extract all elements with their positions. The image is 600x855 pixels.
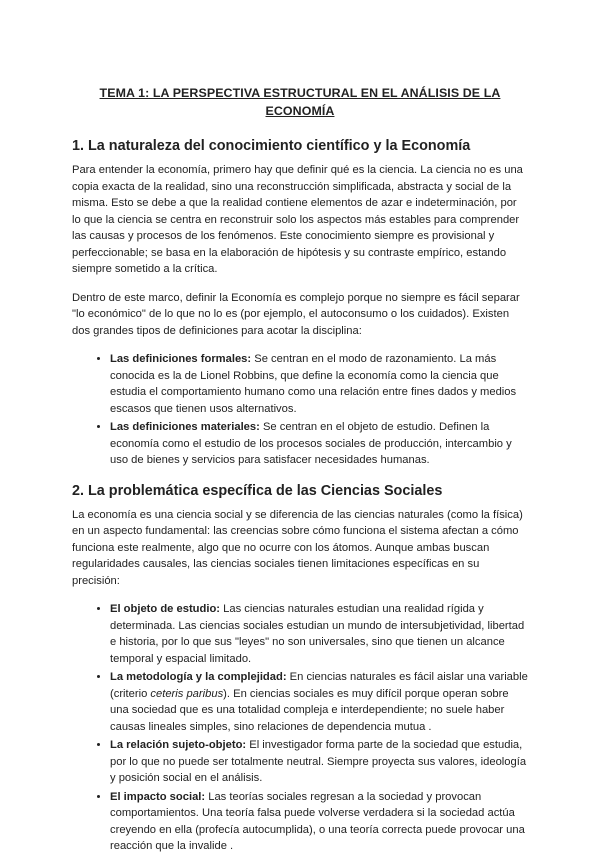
bullet-label: La relación sujeto-objeto: (110, 739, 247, 751)
bullet-label: Las definiciones materiales: (110, 421, 260, 433)
section-1-definition-list (72, 351, 528, 469)
document-title: TEMA 1: LA PERSPECTIVA ESTRUCTURAL EN EL ANÁLISIS DE LA ECONOMÍA (99, 86, 501, 118)
section-2-paragraph-1: La economía es una ciencia social y se diferencia de las ciencias naturales (como la física) en un aspecto fundamental: las creencias sobre cómo funciona el sistema afectan a cómo funciona este realmente, algo que no ocurre con los átomos. Aunque ambas buscan regularidades causales, las ciencias sociales tienen limitaciones específicas en su precisión: (72, 508, 523, 587)
bullet-text: ). En ciencias sociales es muy difícil porque operan sobre una sociedad que es una totalidad compleja e interdependiente; no suele haber causas lineales simples, sino relaciones de dependencia mutua . (110, 687, 509, 733)
list-item (110, 419, 528, 469)
section-1-paragraph-1: Para entender la economía, primero hay que definir qué es la ciencia. La ciencia no es una copia exacta de la realidad, sino una reconstrucción simplificada, abstracta y social de la misma. Esto se debe a que la realidad contiene elementos de azar e indeterminación, por lo que la ciencia se centra en reconstruir solo los aspectos más estables para comprender las causas y procesos de los fenómenos. Este conocimiento siempre es provisional y perfeccionable; se basa en la elaboración de hipótesis y su contraste empírico, estando siempre sometido a la crítica. (72, 164, 523, 275)
bullet-italic-term: ceteris paribus (150, 687, 224, 700)
bullet-text: Se centran en el modo de razonamiento. La más conocida es la de Lionel Robbins, que define la economía como la ciencia que estudia el comportamiento humano como una relación entre fines dados y medios escasos que tienen usos alternativos. (110, 353, 517, 415)
list-item (110, 351, 528, 417)
section-2-heading: 2. La problemática específica de las Ciencias Sociales (72, 482, 443, 499)
list-item (110, 601, 528, 667)
bullet-label: El objeto de estudio: (110, 603, 221, 615)
bullet-text: Las teorías sociales regresan a la sociedad y provocan comportamientos. Una teoría falsa puede volverse verdadera si la sociedad actúa creyendo en ella (profecía autocumplida), o una teoría correcta puede provocar una reacción que la invalide . (110, 790, 525, 852)
bullet-label: La metodología y la complejidad: (110, 671, 287, 683)
section-1-paragraph-2: Dentro de este marco, definir la Economía es complejo porque no siempre es fácil separar "lo económico" de lo que no lo es (por ejemplo, el autoconsumo o los cuidados). Existen dos grandes tipos de definiciones para acotar la disciplina: (72, 291, 520, 337)
list-item (110, 789, 528, 855)
bullet-text: En ciencias naturales es fácil aislar una variable (criterio (110, 671, 528, 700)
bullet-label: El impacto social: (110, 790, 206, 803)
bullet-label: Las definiciones formales: (110, 353, 252, 365)
bullet-text: Las ciencias naturales estudian una realidad rígida y determinada. Las ciencias sociales estudian un mundo de intersubjetividad, libertad e historia, por lo que sus "leyes" no son universales, sino que tienen un alcance temporal y espacial limitado. (110, 603, 525, 665)
list-item (110, 737, 528, 787)
section-2-limitations-list (72, 601, 528, 855)
bullet-text: Se centran en el objeto de estudio. Definen la economía como el estudio de los procesos sociales de producción, intercambio y uso de bienes y servicios para satisfacer necesidades humanas. (110, 421, 512, 466)
section-1-heading: 1. La naturaleza del conocimiento científico y la Economía (72, 138, 471, 154)
bullet-text: El investigador forma parte de la sociedad que estudia, por lo que no puede ser totalmente neutral. Siempre proyecta sus valores, ideología y posición social en el análisis. (110, 739, 527, 784)
list-item (110, 669, 528, 735)
